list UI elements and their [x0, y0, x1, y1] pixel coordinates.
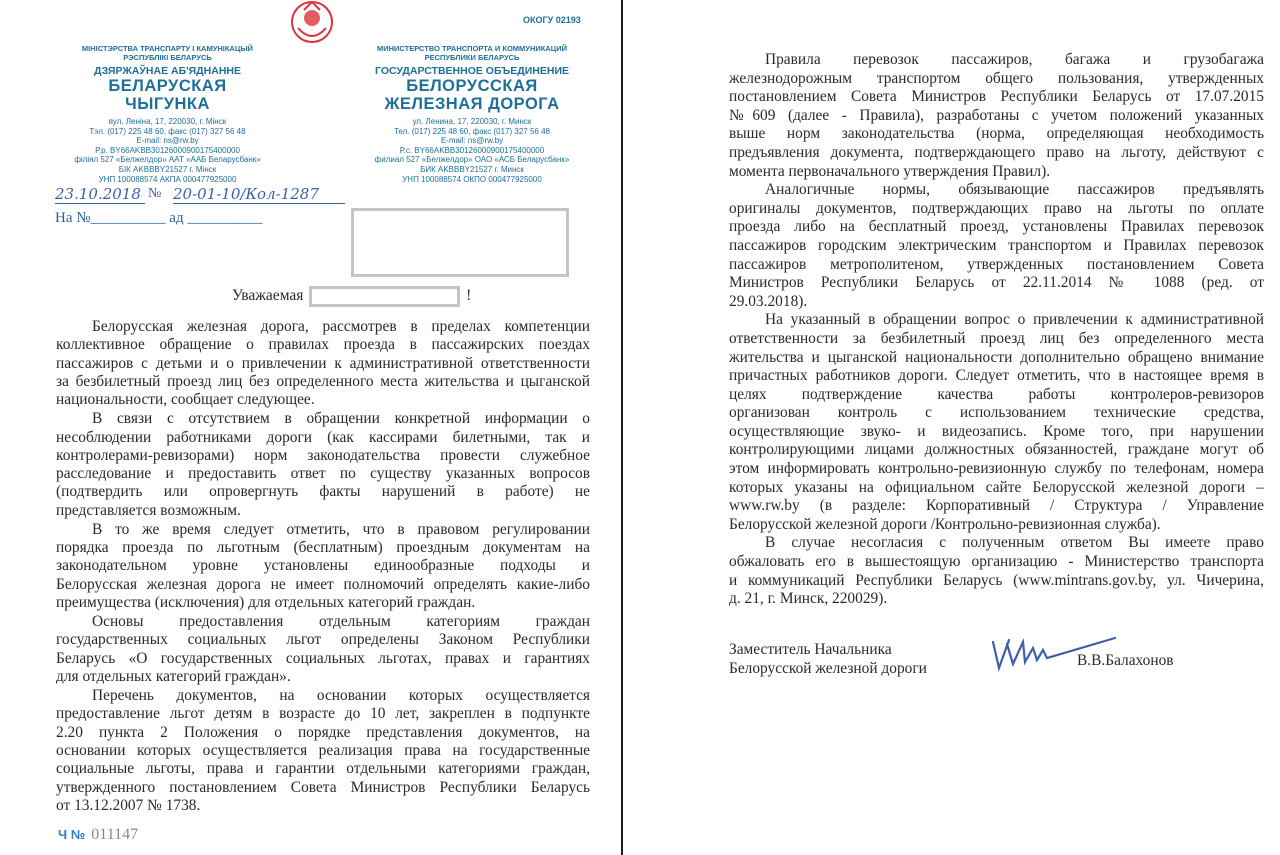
text-line: В случае несогласия с полученным ответом Вы имеете право: [765, 534, 1264, 552]
address-line: УНП 100088574 ОКПО 000477925000: [402, 174, 542, 184]
address-line: Р.с. BY66AKBB30126000900175400000: [399, 145, 545, 155]
text-line: контролерами-ревизорами) норм законодательства провести служебное: [56, 446, 590, 464]
text-line: коллективное обращение о правилах проезда в пассажирских поездах: [56, 336, 590, 354]
org-type: ДЗЯРЖАЎНАЕ АБ'ЯДНАННЕ: [93, 65, 241, 77]
text-line: момента первоначального утверждения Правил).: [729, 162, 1051, 180]
text-line: Беларусь «О государственных социальных льготах, правах и гарантиях: [56, 649, 590, 667]
text-line: д. 21, г. Минск, 220029).: [729, 590, 888, 608]
address-line: Тел. (017) 225 48 60, факс (017) 327 56 48: [394, 126, 550, 136]
text-line: причастных работников дороги. Следует отметить, что в настоящее время в: [729, 367, 1264, 385]
address-line: УНП 100088574 АКПА 000477925000: [98, 174, 237, 184]
org-name: ЧЫГУНКА: [125, 95, 210, 113]
signatory-title-line: Белорусской железной дороги: [729, 659, 927, 677]
paragraph: [729, 51, 1264, 181]
address-line: Тэл. (017) 225 48 60, факс (017) 327 56 48: [89, 126, 246, 136]
text-line: обжаловать его в вышестоящую организацию - Министерство транспорта: [729, 553, 1264, 571]
text-line: социальные льготы, права и гарантии отдельными категориями граждан,: [56, 760, 590, 778]
text-line: выше норм законодательства (норма, определяющая необходимость: [729, 125, 1264, 143]
text-line: Основы предоставления отдельным категориям граждан: [92, 613, 590, 631]
org-name: БЕЛОРУССКАЯ: [406, 77, 538, 95]
text-line: организован контроль с использованием технические средства,: [729, 404, 1264, 422]
paragraph: [56, 521, 590, 612]
address-line: БІК AKBBBY21527 г. Мінск: [118, 164, 217, 174]
letterhead-russian: [352, 44, 592, 184]
address-line: E-mail: ns@rw.by: [136, 136, 199, 146]
text-line: предъявления документа, подтверждающего право на льготу, действуют с: [729, 143, 1264, 161]
text-line: жительства и цыганской национальности дополнительно обращено внимание: [729, 348, 1264, 366]
text-line: Перечень документов, на основании которых осуществляется: [92, 687, 590, 705]
salutation: [232, 286, 471, 307]
text-line: этом информировать контрольно-ревизионную службу по телефонам, номера: [729, 460, 1264, 478]
paragraph: [729, 534, 1264, 608]
text-line: Белорусская железная дорога, рассмотрев в пределах компетенции: [92, 318, 590, 335]
text-line: В то же время следует отметить, что в правовом регулировании: [92, 520, 590, 538]
serial-number: [58, 826, 138, 844]
text-line: Аналогичные нормы, обязывающие пассажиров предъявлять: [765, 181, 1264, 199]
text-line: Белорусской железной дороги /Контрольно-ревизионная служба).: [729, 515, 1161, 533]
text-line: расследование и предоставить ответ по существу указанных вопросов: [56, 465, 590, 483]
text-line: Правила перевозок пассажиров, багажа и грузобагажа: [765, 51, 1264, 68]
text-line: которых указаны на официальном сайте Белорусской железной дороги –: [729, 478, 1264, 496]
text-line: №609 (далее - Правила), разработаны с учетом положений указанных: [729, 106, 1264, 124]
signatory-title-line: Заместитель Начальника: [729, 641, 892, 658]
text-line: утвержденного постановлением Совета Министров Республики Беларусь: [56, 778, 590, 796]
state-emblem-icon: [286, 0, 338, 48]
org-name: ЖЕЛЕЗНАЯ ДОРОГА: [384, 95, 560, 113]
page-divider: [621, 0, 623, 855]
text-line: государственных социальных льгот определены Законом Республики: [56, 631, 590, 649]
text-line: представляется возможным.: [56, 501, 241, 519]
reference-line: На №__________ ад __________: [55, 210, 263, 226]
text-line: постановлением Совета Министров Республики Беларусь от 17.07.2015: [729, 88, 1264, 106]
text-line: На указанный в обращении вопрос о привлечении к административной: [765, 311, 1264, 329]
address-line: Р.р. BY66AKBB30126000900175400000: [95, 145, 240, 155]
text-line: контролирующими лицами должностных обязанностей, граждане могут об: [729, 441, 1264, 459]
text-line: за безбилетный проезд лиц без определенного места жительства и цыганской: [56, 372, 590, 390]
paragraph: [729, 181, 1264, 311]
text-line: национальности, сообщает следующее.: [56, 391, 315, 409]
text-line: проезда либо на бесплатный проезд, установлены Правилах перевозок: [729, 218, 1264, 236]
text-line: основании которых осуществляется реализация права на государственные: [56, 742, 590, 760]
address-line: ул. Ленина, 17, 220030, г. Минск: [412, 117, 532, 126]
address-line: E-mail: ns@rw.by: [440, 136, 504, 146]
paragraph: [56, 410, 590, 520]
paragraph: [56, 318, 590, 409]
address-line: вул. Леніна, 17, 220030, г. Мінск: [108, 117, 227, 126]
number-sign: №: [148, 186, 162, 201]
org-type: ГОСУДАРСТВЕННОЕ ОБЪЕДИНЕНИЕ: [375, 65, 569, 77]
text-line: осуществляющие звуко- и видеозапись. Кроме того, при нарушении: [729, 422, 1264, 440]
paragraph: [56, 687, 590, 815]
text-line: целях подтверждение качества работы контролеров-ревизоров: [729, 385, 1264, 403]
address-line: филиал 527 «Белжелдор» ОАО «АСБ Беларусбанк»: [374, 155, 570, 165]
serial-label: Ч №: [58, 827, 86, 842]
salutation-end: !: [466, 287, 472, 305]
text-line: предоставление льгот детям в возрасте до 10 лет, закреплен в подпункте: [56, 705, 590, 723]
redacted-addressee: [351, 208, 569, 277]
text-line: несоблюдении работниками дороги (как кассирами билетными, так и: [56, 428, 590, 446]
text-line: законодательном уровне установлены единообразные подходы и: [56, 557, 590, 575]
text-line: (подтвердить или опровергнуть факты нарушений в работе) не: [56, 483, 590, 501]
text-line: и коммуникаций Республики Беларусь (www.mintrans.gov.by, ул. Чичерина,: [729, 571, 1264, 589]
redacted-name: [309, 286, 460, 307]
letter-body-page-2: [729, 51, 1264, 609]
org-name: БЕЛАРУСКАЯ: [108, 77, 227, 95]
text-line: от 13.12.2007 № 1738.: [56, 796, 201, 814]
paragraph: [56, 613, 590, 686]
address-line: філіял 527 «Белжелдор» ААТ «ААБ Беларусбанк»: [74, 155, 261, 165]
text-line: пассажиров с детьми и о привлечении к административной ответственности: [56, 354, 590, 372]
ministry-line: РЕСПУБЛИКИ БЕЛАРУСЬ: [424, 53, 520, 62]
registration-date: 23.10.2018: [55, 185, 145, 204]
ministry-line: МІНІСТЭРСТВА ТРАНСПАРТУ І КАМУНІКАЦЫЙ: [81, 44, 254, 53]
text-line: 2.20 пункта 2 Положения о порядке представления документов, на: [56, 723, 590, 741]
address-line: БИК AKBBBY21527 г. Минск: [420, 164, 524, 174]
text-line: железнодорожным транспортом общего пользования, утвержденных: [729, 69, 1264, 87]
text-line: для отдельных категорий граждан».: [56, 668, 291, 686]
text-line: пассажиров городским электрическим транспортом и Правилах перевозок: [729, 236, 1264, 254]
text-line: 29.03.2018).: [729, 292, 808, 310]
serial-value: 011147: [91, 826, 139, 843]
registration-line: [55, 183, 345, 205]
text-line: www.rw.by (в разделе: Корпоративный / Структура / Управление: [729, 497, 1264, 515]
text-line: порядка проезда по льготным (бесплатным) проездным документам на: [56, 539, 590, 557]
signatory-title: [729, 641, 927, 678]
text-line: Министров Республики Беларусь от 22.11.2014 № 1088 (ред. от: [729, 274, 1264, 292]
ministry-line: МИНИСТЕРСТВО ТРАНСПОРТА И КОММУНИКАЦИЙ: [376, 44, 568, 53]
registration-number: 20-01-10/Кол-1287: [173, 185, 345, 204]
okogu-code: ОКОГУ 02193: [523, 15, 581, 25]
text-line: ответственности за безбилетный проезд лиц без определенного места: [729, 329, 1264, 347]
salutation-text: Уважаемая: [232, 287, 304, 305]
ministry-line: РЭСПУБЛІКІ БЕЛАРУСЬ: [123, 53, 212, 62]
text-line: Белорусская железная дорога не имеет полномочий определять какие-либо: [56, 575, 590, 593]
paragraph: [729, 311, 1264, 534]
text-line: преимущества (исключения) для отдельных категорий граждан.: [56, 594, 476, 612]
text-line: пассажиров метрополитеном, утвержденных постановлением Совета: [729, 255, 1264, 273]
text-line: оригиналы документов, подтверждающих право на льготы по оплате: [729, 199, 1264, 217]
letterhead-belarusian: [45, 44, 290, 184]
text-line: В связи с отсутствием в обращении конкретной информации о: [92, 410, 590, 428]
letter-body-page-1: [56, 318, 590, 816]
signatory-name: В.В.Балахонов: [1077, 652, 1174, 669]
